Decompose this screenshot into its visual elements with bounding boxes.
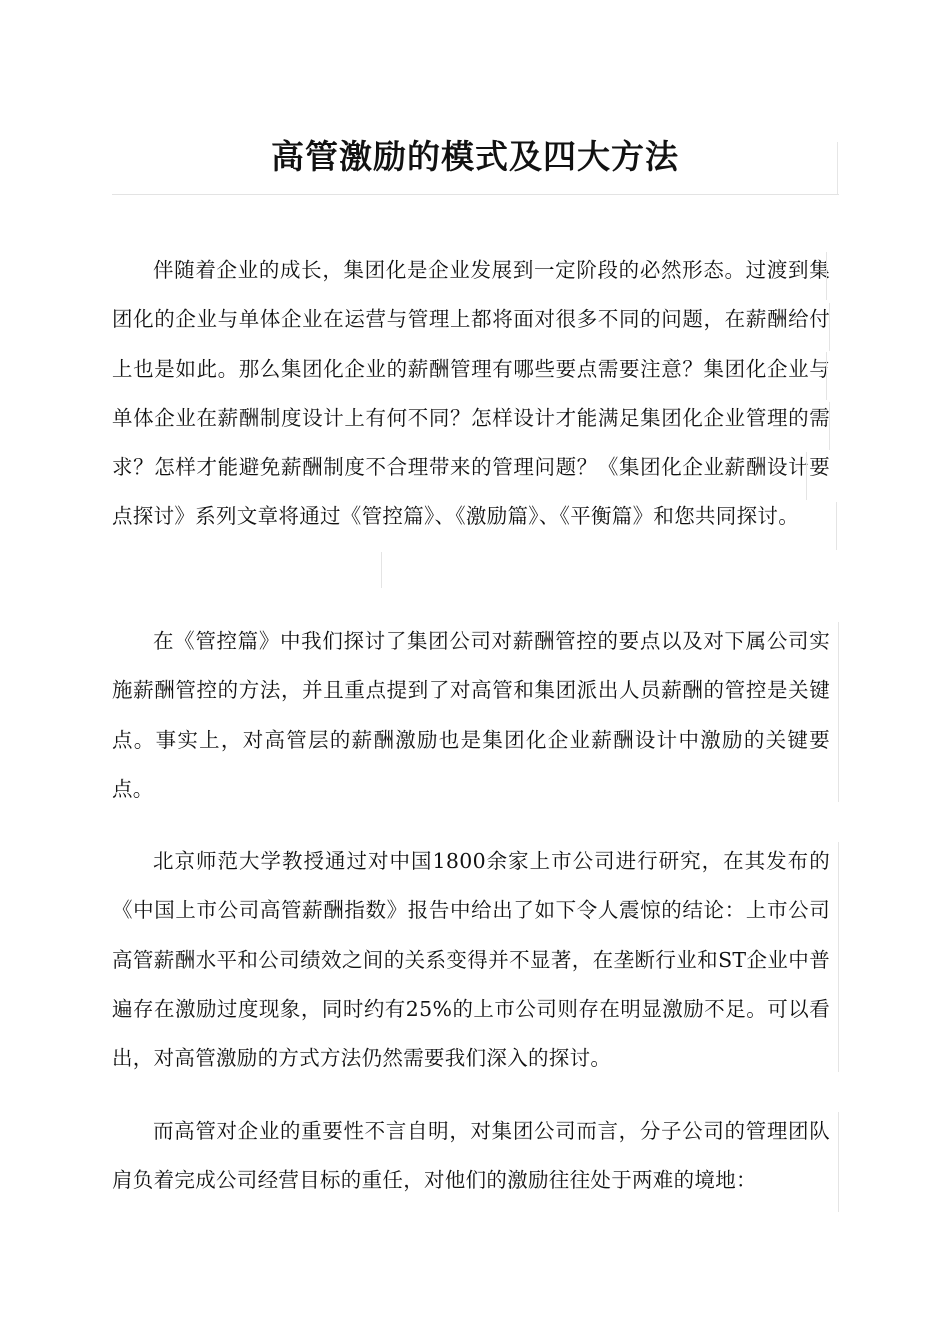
frame-edge-line: [381, 552, 382, 588]
paragraph-2: 在《管控篇》中我们探讨了集团公司对薪酬管控的要点以及对下属公司实施薪酬管控的方法，并且重点提到了对高管和集团派出人员薪酬的管控是关键点。事实上，对高管层的薪酬激励也是集团化企业薪酬设计中激励的关键要点。: [112, 629, 830, 801]
title-edge-line: [837, 142, 838, 194]
page-title: 高管激励的模式及四大方法: [271, 137, 679, 176]
frame-edge-line: [838, 622, 839, 802]
frame-edge-line: [838, 842, 839, 1072]
paragraph-3: 北京师范大学教授通过对中国1800余家上市公司进行研究，在其发布的《中国上市公司高管薪酬指数》报告中给出了如下令人震惊的结论：上市公司高管薪酬水平和公司绩效之间的关系变得并不显著，在垄断行业和ST企业中普遍存在激励过度现象，同时约有25%的上市公司则存在明显激励不足。可以看出，对高管激励的方式方法仍然需要我们深入的探讨。: [112, 849, 830, 1071]
frame-edge-line: [829, 402, 830, 450]
frame-edge-line: [829, 303, 830, 351]
paragraph-1: 伴随着企业的成长，集团化是企业发展到一定阶段的必然形态。过渡到集团化的企业与单体企业在运营与管理上都将面对很多不同的问题，在薪酬给付上也是如此。那么集团化企业的薪酬管理有哪些要点需要注意？集团化企业与单体企业在薪酬制度设计上有何不同？怎样设计才能满足集团化企业管理的需求？怎样才能避免薪酬制度不合理带来的管理问题？《集团化企业薪酬设计要点探讨》系列文章将通过《管控篇》、《激励篇》、《平衡篇》和您共同探讨。: [112, 258, 830, 529]
frame-edge-line: [836, 502, 837, 550]
frame-edge-line: [838, 1112, 839, 1212]
paragraph-4: 而高管对企业的重要性不言自明，对集团公司而言，分子公司的管理团队肩负着完成公司经营目标的重任，对他们的激励往往处于两难的境地：: [112, 1119, 830, 1193]
frame-edge-line: [826, 252, 827, 300]
frame-edge-line: [826, 352, 827, 400]
frame-edge-line: [806, 452, 807, 500]
title-divider: [112, 194, 839, 195]
